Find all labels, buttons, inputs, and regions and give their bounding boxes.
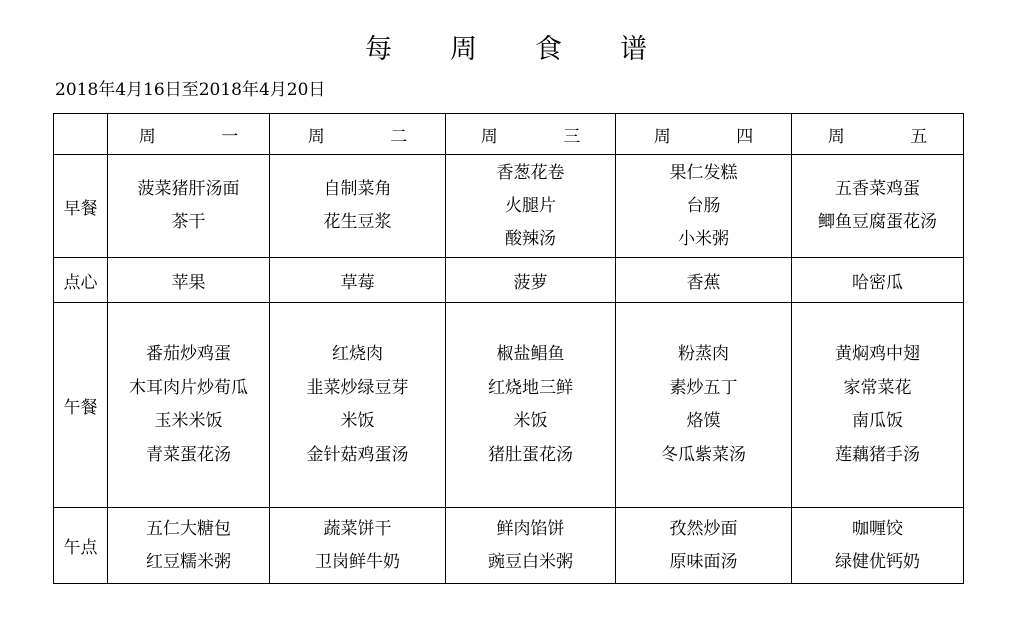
day-header-fri: 周 五 xyxy=(792,114,964,155)
menu-cell xyxy=(108,155,270,258)
corner-cell xyxy=(54,114,108,155)
meal-label: 午点 xyxy=(54,508,108,584)
dish: 鲫鱼豆腐蛋花汤 xyxy=(818,212,937,232)
menu-cell xyxy=(446,258,616,303)
header-row xyxy=(54,114,964,155)
dish: 小米粥 xyxy=(678,228,729,249)
date-range: 2018年4月16日至2018年4月20日 xyxy=(55,80,326,100)
day-header-tue: 周 二 xyxy=(270,114,446,155)
menu-cell xyxy=(270,303,446,508)
dish: 韭菜炒绿豆芽 xyxy=(306,377,409,398)
dish: 卫岗鲜牛奶 xyxy=(315,551,400,572)
meal-label: 点心 xyxy=(54,258,108,303)
dish: 红烧地三鲜 xyxy=(488,377,573,398)
menu-cell xyxy=(270,258,446,303)
dish: 黄焖鸡中翅 xyxy=(835,344,920,364)
dish: 米饭 xyxy=(513,411,548,431)
dish: 猪肚蛋花汤 xyxy=(488,444,573,465)
menu-cell xyxy=(446,155,616,258)
dish: 哈密瓜 xyxy=(852,272,903,293)
menu-cell xyxy=(270,155,446,258)
dish: 菠菜猪肝汤面 xyxy=(137,179,240,199)
dish: 蔬菜饼干 xyxy=(323,518,392,539)
dish: 冬瓜紫菜汤 xyxy=(661,444,746,465)
dish: 木耳肉片炒荀瓜 xyxy=(129,377,248,398)
dish: 原味面汤 xyxy=(669,551,738,572)
menu-cell xyxy=(446,508,616,584)
dish: 椒盐鲳鱼 xyxy=(496,344,565,364)
menu-cell xyxy=(616,258,792,303)
meal-row-snack xyxy=(54,258,964,303)
menu-cell xyxy=(108,258,270,303)
dish: 酸辣汤 xyxy=(505,228,556,249)
day-header-mon: 周 一 xyxy=(108,114,270,155)
dish: 番茄炒鸡蛋 xyxy=(146,344,231,364)
menu-cell xyxy=(792,155,964,258)
dish: 金针菇鸡蛋汤 xyxy=(306,444,409,465)
menu-cell xyxy=(792,303,964,508)
menu-cell xyxy=(616,155,792,258)
dish: 五香菜鸡蛋 xyxy=(835,179,920,199)
dish: 红豆糯米粥 xyxy=(146,551,231,572)
dish: 青菜蛋花汤 xyxy=(146,444,231,465)
dish: 台肠 xyxy=(686,195,721,216)
dish: 玉米米饭 xyxy=(154,411,223,431)
dish: 米饭 xyxy=(340,411,375,431)
menu-cell xyxy=(792,508,964,584)
menu-cell xyxy=(792,258,964,303)
day-header-thu: 周 四 xyxy=(616,114,792,155)
dish: 果仁发糕 xyxy=(669,162,738,183)
page-title: 每周食谱 xyxy=(365,34,705,65)
meal-label: 早餐 xyxy=(54,155,108,258)
dish: 自制菜角 xyxy=(323,179,392,199)
weekly-menu-table xyxy=(53,113,964,584)
dish: 五仁大糖包 xyxy=(146,518,231,539)
dish: 孜然炒面 xyxy=(669,518,738,539)
day-header-wed: 周 三 xyxy=(446,114,616,155)
dish: 红烧肉 xyxy=(332,344,383,364)
dish: 咖喱饺 xyxy=(852,518,903,539)
meal-row-breakfast xyxy=(54,155,964,258)
dish: 香葱花卷 xyxy=(496,162,565,183)
dish: 粉蒸肉 xyxy=(678,344,729,364)
dish: 绿健优钙奶 xyxy=(835,551,920,572)
meal-label: 午餐 xyxy=(54,303,108,508)
menu-cell xyxy=(108,508,270,584)
dish: 豌豆白米粥 xyxy=(488,551,573,572)
dish: 烙馍 xyxy=(686,411,721,431)
dish: 菠萝 xyxy=(513,272,548,293)
dish: 茶干 xyxy=(171,212,206,232)
menu-cell xyxy=(616,508,792,584)
meal-row-lunch xyxy=(54,303,964,508)
dish: 草莓 xyxy=(340,272,375,293)
dish: 苹果 xyxy=(171,272,206,293)
menu-cell xyxy=(108,303,270,508)
meal-row-afternoon-snack xyxy=(54,508,964,584)
menu-cell xyxy=(616,303,792,508)
menu-cell xyxy=(270,508,446,584)
dish: 莲藕猪手汤 xyxy=(835,444,920,465)
dish: 香蕉 xyxy=(686,272,721,293)
dish: 鲜肉馅饼 xyxy=(496,518,565,539)
dish: 素炒五丁 xyxy=(669,377,738,398)
dish: 家常菜花 xyxy=(843,377,912,398)
dish: 南瓜饭 xyxy=(852,411,903,431)
dish: 花生豆浆 xyxy=(323,212,392,232)
menu-cell xyxy=(446,303,616,508)
dish: 火腿片 xyxy=(505,195,556,216)
